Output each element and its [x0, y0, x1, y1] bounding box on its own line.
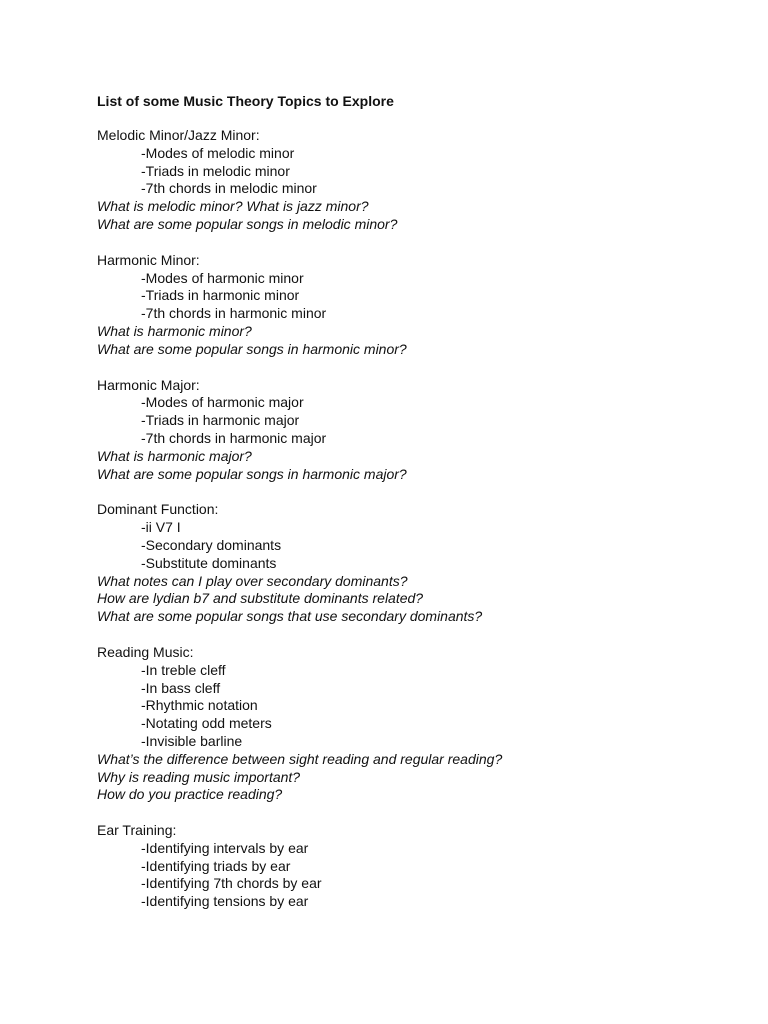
- topic-item: -Substitute dominants: [141, 554, 277, 571]
- topic-item: -7th chords in harmonic minor: [141, 305, 327, 322]
- topic-item: -Modes of harmonic minor: [141, 269, 304, 286]
- question-line: What is harmonic minor?: [97, 322, 252, 339]
- question-line: What are some popular songs that use secondary dominants?: [97, 608, 483, 625]
- question-line: What is harmonic major?: [97, 447, 252, 464]
- topic-item: -Identifying intervals by ear: [141, 839, 309, 856]
- topic-item: -In bass cleff: [141, 679, 221, 696]
- question-line: What are some popular songs in harmonic major?: [97, 465, 407, 482]
- question-line: What are some popular songs in harmonic minor?: [97, 340, 407, 357]
- topic-section: [97, 644, 768, 804]
- question-line: What notes can I play over secondary dominants?: [97, 572, 408, 589]
- section-heading: Ear Training:: [97, 822, 177, 839]
- topic-item: -Triads in melodic minor: [141, 162, 290, 179]
- topic-item: -Rhythmic notation: [141, 697, 258, 714]
- sections-container: [97, 127, 768, 911]
- topic-section: [97, 501, 768, 626]
- topic-item: -7th chords in harmonic major: [141, 429, 327, 446]
- section-heading: Reading Music:: [97, 643, 194, 660]
- section-heading: Melodic Minor/Jazz Minor:: [97, 127, 260, 143]
- question-line: How are lydian b7 and substitute dominants related?: [97, 590, 424, 607]
- question-line: Why is reading music important?: [97, 768, 301, 785]
- topic-section: [97, 252, 768, 359]
- question-line: What are some popular songs in melodic minor?: [97, 215, 398, 232]
- section-heading: Harmonic Major:: [97, 376, 200, 393]
- topic-item: -Identifying tensions by ear: [141, 893, 309, 910]
- topic-item: -Invisible barline: [141, 732, 243, 749]
- document-title: List of some Music Theory Topics to Explore: [97, 93, 394, 109]
- topic-item: -In treble cleff: [141, 661, 226, 678]
- topic-item: -Secondary dominants: [141, 536, 282, 553]
- topic-item: -7th chords in melodic minor: [141, 180, 317, 197]
- topic-item: -Notating odd meters: [141, 715, 272, 732]
- topic-section: [97, 127, 768, 234]
- section-heading: Dominant Function:: [97, 501, 219, 518]
- section-heading: Harmonic Minor:: [97, 251, 200, 268]
- topic-item: -Identifying triads by ear: [141, 857, 291, 874]
- question-line: What’s the difference between sight reading and regular reading?: [97, 750, 503, 767]
- question-line: How do you practice reading?: [97, 786, 283, 803]
- topic-item: -Triads in harmonic minor: [141, 287, 300, 304]
- topic-item: -ii V7 I: [141, 519, 181, 536]
- topic-item: -Identifying 7th chords by ear: [141, 875, 322, 892]
- topic-item: -Modes of harmonic major: [141, 394, 304, 411]
- topic-section: [97, 377, 768, 484]
- topic-item: -Modes of melodic minor: [141, 144, 295, 161]
- question-line: What is melodic minor? What is jazz minor?: [97, 198, 369, 215]
- topic-section: [97, 822, 768, 911]
- topic-item: -Triads in harmonic major: [141, 412, 300, 429]
